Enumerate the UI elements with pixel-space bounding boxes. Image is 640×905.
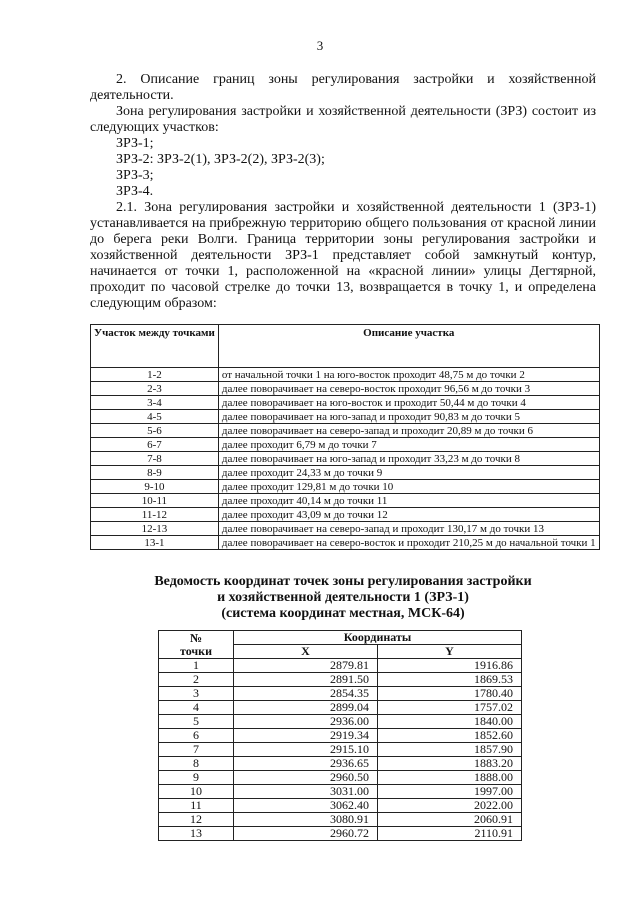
coordinate-x: 3062.40 [234,799,378,813]
zone-item: ЗРЗ-3; [116,168,154,183]
coordinate-y: 2022.00 [378,799,522,813]
coordinate-x: 3080.91 [234,813,378,827]
point-number: 2 [159,673,234,687]
table-row [91,396,600,410]
segment-description: далее проходит 129,81 м до точки 10 [218,480,599,494]
header-point-label: точки [179,643,213,658]
segment-points: 2-3 [91,382,219,396]
segment-points: 1-2 [91,368,219,382]
table-row [159,757,522,771]
coordinate-y: 2110.91 [378,827,522,841]
coordinate-x: 3031.00 [234,785,378,799]
table-row [159,827,522,841]
point-number: 3 [159,687,234,701]
segment-description: далее поворачивает на юго-восток и проходит 50,44 м до точки 4 [218,396,599,410]
coordinate-y: 1888.00 [378,771,522,785]
table-row [159,687,522,701]
zone-item: ЗРЗ-4. [116,184,154,199]
coordinates-title-line: Ведомость координат точек зоны регулирования застройки [154,574,532,589]
table-header-row [91,325,600,368]
header-coordinates: Координаты [234,631,522,645]
segment-description: далее поворачивает на юго-запад и проходит 90,83 м до точки 5 [218,410,599,424]
segment-description: далее поворачивает на северо-запад и проходит 130,17 м до точки 13 [218,522,599,536]
coordinates-title-line: (система координат местная, МСК-64) [221,606,465,621]
segment-description: от начальной точки 1 на юго-восток проходит 48,75 м до точки 2 [218,368,599,382]
point-number: 10 [159,785,234,799]
point-number: 8 [159,757,234,771]
coordinate-x: 2919.34 [234,729,378,743]
table-row [91,424,600,438]
segment-points: 7-8 [91,452,219,466]
coordinate-x: 2854.35 [234,687,378,701]
page-number: 3 [316,38,324,53]
header-point-number [159,631,234,659]
table-row [91,382,600,396]
header-x: X [234,645,378,659]
coordinates-body [159,659,522,841]
header-y: Y [378,645,522,659]
segment-points: 13-1 [91,536,219,550]
coordinate-y: 1757.02 [378,701,522,715]
point-number: 11 [159,799,234,813]
point-number: 1 [159,659,234,673]
segment-description: далее проходит 40,14 м до точки 11 [218,494,599,508]
table-row [91,410,600,424]
section-heading: 2. Описание границ зоны регулирования застройки и хозяйственной деятельности. [90,72,596,103]
segment-description: далее поворачивает на северо-восток проходит 96,56 м до точки 3 [218,382,599,396]
table-row [91,480,600,494]
point-number: 6 [159,729,234,743]
coordinate-x: 2960.72 [234,827,378,841]
coordinate-x: 2960.50 [234,771,378,785]
coordinate-x: 2891.50 [234,673,378,687]
table-row [159,771,522,785]
coordinates-table [158,630,522,841]
segment-description: далее проходит 6,79 м до точки 7 [218,438,599,452]
header-number-sign: № [189,630,203,645]
table-row [91,368,600,382]
coordinate-x: 2899.04 [234,701,378,715]
table-row [159,659,522,673]
coordinates-title [90,574,596,622]
segment-points: 4-5 [91,410,219,424]
point-number: 9 [159,771,234,785]
table-row [91,508,600,522]
zone-item: ЗРЗ-1; [116,136,154,151]
coordinate-y: 2060.91 [378,813,522,827]
table-row [159,813,522,827]
header-points: Участок между точками [91,325,219,368]
coordinate-y: 1780.40 [378,687,522,701]
table-row [91,452,600,466]
coordinate-y: 1869.53 [378,673,522,687]
zone-item: ЗРЗ-2: ЗРЗ-2(1), ЗРЗ-2(2), ЗРЗ-2(3); [116,152,325,167]
table-row [159,785,522,799]
segment-description: далее проходит 24,33 м до точки 9 [218,466,599,480]
segments-body [91,368,600,550]
segments-table [90,324,600,550]
table-row [159,799,522,813]
table-row [159,715,522,729]
segment-points: 9-10 [91,480,219,494]
segment-description: далее проходит 43,09 м до точки 12 [218,508,599,522]
coordinate-y: 1857.90 [378,743,522,757]
point-number: 13 [159,827,234,841]
coordinate-x: 2879.81 [234,659,378,673]
paragraph-intro: Зона регулирования застройки и хозяйственной деятельности (ЗРЗ) состоит из следующих участков: [90,104,596,135]
segment-points: 12-13 [91,522,219,536]
table-row [159,701,522,715]
coordinate-x: 2936.00 [234,715,378,729]
coordinate-y: 1997.00 [378,785,522,799]
segment-points: 5-6 [91,424,219,438]
segment-points: 10-11 [91,494,219,508]
segment-description: далее поворачивает на северо-восток и проходит 210,25 м до начальной точки 1 [218,536,599,550]
table-row [91,522,600,536]
point-number: 5 [159,715,234,729]
coordinate-y: 1840.00 [378,715,522,729]
coordinate-x: 2915.10 [234,743,378,757]
point-number: 12 [159,813,234,827]
table-row [159,673,522,687]
point-number: 4 [159,701,234,715]
table-row [91,494,600,508]
point-number: 7 [159,743,234,757]
paragraph-zone-1: 2.1. Зона регулирования застройки и хозяйственной деятельности 1 (ЗРЗ-1) устанавливается на прибрежную территорию общего пользования от красной линии до берега реки Волги. Граница территории зоны регулирования застройки и хозяйственной деятельности ЗРЗ-1 представляет собой замкнутый контур, начинается от точки 1, расположенной на «красной линии» улицы Дегтярной, проходит по часовой стрелке до точки 13, возвращается в точку 1, и определена следующим образом: [90,200,596,311]
segment-points: 11-12 [91,508,219,522]
coordinates-title-line: и хозяйственной деятельности 1 (ЗРЗ-1) [217,590,469,605]
segment-description: далее поворачивает на северо-запад и проходит 20,89 м до точки 6 [218,424,599,438]
header-description: Описание участка [218,325,599,368]
segment-description: далее поворачивает на юго-запад и проходит 33,23 м до точки 8 [218,452,599,466]
body-text [90,72,596,312]
table-row [91,438,600,452]
table-row [159,729,522,743]
table-row [91,466,600,480]
segment-points: 8-9 [91,466,219,480]
table-header-row [159,631,522,645]
coordinate-y: 1852.60 [378,729,522,743]
coordinate-y: 1916.86 [378,659,522,673]
table-row [91,536,600,550]
segment-points: 3-4 [91,396,219,410]
coordinate-x: 2936.65 [234,757,378,771]
table-row [159,743,522,757]
coordinate-y: 1883.20 [378,757,522,771]
segment-points: 6-7 [91,438,219,452]
